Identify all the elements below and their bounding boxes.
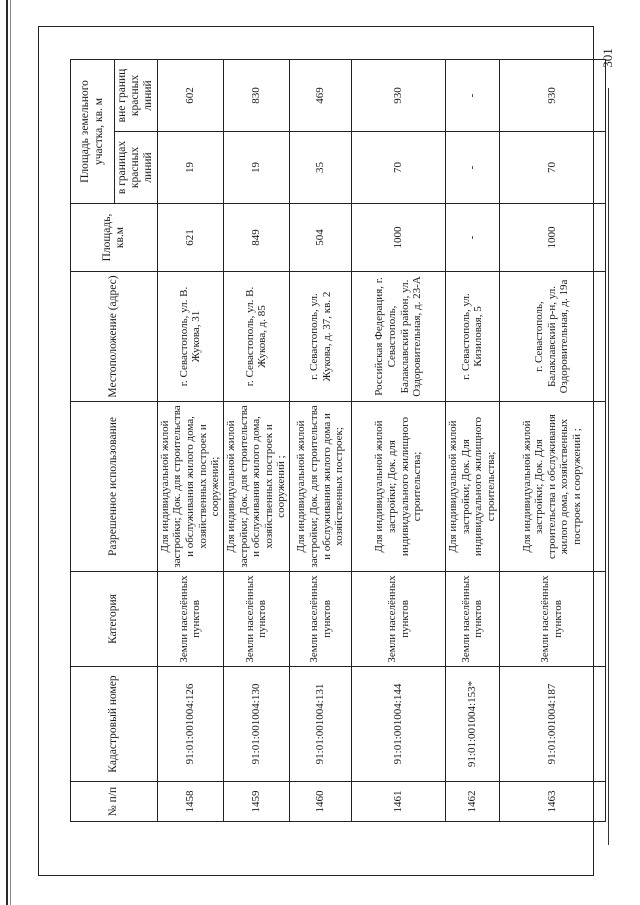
row-cadastral: 91:01:001004:126 — [157, 667, 223, 782]
row-category: Земли населённых пунктов — [290, 572, 352, 667]
row-outside: 830 — [223, 60, 289, 132]
row-num: 1461 — [352, 782, 446, 822]
row-outside: 602 — [157, 60, 223, 132]
row-usage: Для индивидуальной жилой застройки; Док. для индивидуального жилищного строительства; — [352, 402, 446, 572]
table-row — [352, 60, 446, 822]
row-area: 849 — [223, 204, 289, 272]
header-area: Площадь, кв.м — [71, 204, 158, 272]
page-number-text: 301 — [600, 48, 615, 68]
row-num: 1458 — [157, 782, 223, 822]
table-row — [157, 60, 223, 822]
row-location: г. Севастополь, ул. Кизиловая, 5 — [446, 272, 500, 402]
row-usage: Для индивидуальной жилой застройки; Док. Для индивидуального жилищного строительства; — [446, 402, 500, 572]
header-within: в границах красных линий — [115, 132, 158, 204]
row-within: 19 — [157, 132, 223, 204]
table-row — [290, 60, 352, 822]
table-row — [499, 60, 605, 822]
row-category: Земли населённых пунктов — [499, 572, 605, 667]
row-cadastral: 91:01:001004:144 — [352, 667, 446, 782]
row-within: 70 — [352, 132, 446, 204]
row-within: 70 — [499, 132, 605, 204]
table-row — [446, 60, 500, 822]
row-cadastral: 91:01:001004:187 — [499, 667, 605, 782]
table-row — [223, 60, 289, 822]
row-outside: 469 — [290, 60, 352, 132]
row-within: 35 — [290, 132, 352, 204]
header-outside: вне границ красных линий — [115, 60, 158, 132]
row-num: 1459 — [223, 782, 289, 822]
header-usage: Разрешенное использование — [71, 402, 158, 572]
header-location: Местоположение (адрес) — [71, 272, 158, 402]
page-rule — [608, 88, 609, 845]
row-cadastral: 91:01:001004:130 — [223, 667, 289, 782]
row-usage: Для индивидуальной жилой застройки; Док. для строительства и обслуживания жилого дома и хозяйственных построек; — [290, 402, 352, 572]
row-category: Земли населённых пунктов — [223, 572, 289, 667]
row-within: - — [446, 132, 500, 204]
header-cadastral: Кадастровый номер — [71, 667, 158, 782]
row-category: Земли населённых пунктов — [157, 572, 223, 667]
scan-edge-thin — [10, 0, 11, 905]
row-usage: Для индивидуальной жилой застройки; Док. Для строительства и обслуживания жилого дома, хозяйственных построек и сооружений ; — [499, 402, 605, 572]
row-usage: Для индивидуальной жилой застройки; Док. для строительства и обслуживания жилого дома, хозяйственных построек и сооружений; — [157, 402, 223, 572]
row-cadastral: 91:01:001004:153* — [446, 667, 500, 782]
row-category: Земли населённых пунктов — [352, 572, 446, 667]
row-usage: Для индивидуальной жилой застройки; Док. для строительства и обслуживания жилого дома, хозяйственных построек и сооружений ; — [223, 402, 289, 572]
row-location: г. Севастополь, ул. В. Жукова, д. 85 — [223, 272, 289, 402]
row-area: 621 — [157, 204, 223, 272]
row-outside: 930 — [499, 60, 605, 132]
land-registry-table — [70, 59, 606, 822]
row-location: Российская Федерация, г. Севастополь, Балаклавский район, ул. Оздоровительная, д. 23-А — [352, 272, 446, 402]
row-outside: - — [446, 60, 500, 132]
row-num: 1463 — [499, 782, 605, 822]
row-area: 1000 — [352, 204, 446, 272]
rotated-table-wrapper — [70, 60, 590, 822]
row-num: 1460 — [290, 782, 352, 822]
row-category: Земли населённых пунктов — [446, 572, 500, 667]
row-outside: 930 — [352, 60, 446, 132]
row-area: 504 — [290, 204, 352, 272]
row-within: 19 — [223, 132, 289, 204]
row-area: 1000 — [499, 204, 605, 272]
row-location: г. Севастополь, ул. Жукова, д. 37, кв. 2 — [290, 272, 352, 402]
header-category: Категория — [71, 572, 158, 667]
header-num: № п/п — [71, 782, 158, 822]
row-area: - — [446, 204, 500, 272]
row-location: г. Севастополь, Балаклавский р-н, ул. Оздоровительная, д. 19а — [499, 272, 605, 402]
scan-edge — [6, 0, 8, 905]
row-location: г. Севастополь, ул. В. Жукова, 31 — [157, 272, 223, 402]
row-num: 1462 — [446, 782, 500, 822]
header-land-area: Площадь земельного участка, кв. м — [71, 60, 115, 204]
row-cadastral: 91:01:001004:131 — [290, 667, 352, 782]
